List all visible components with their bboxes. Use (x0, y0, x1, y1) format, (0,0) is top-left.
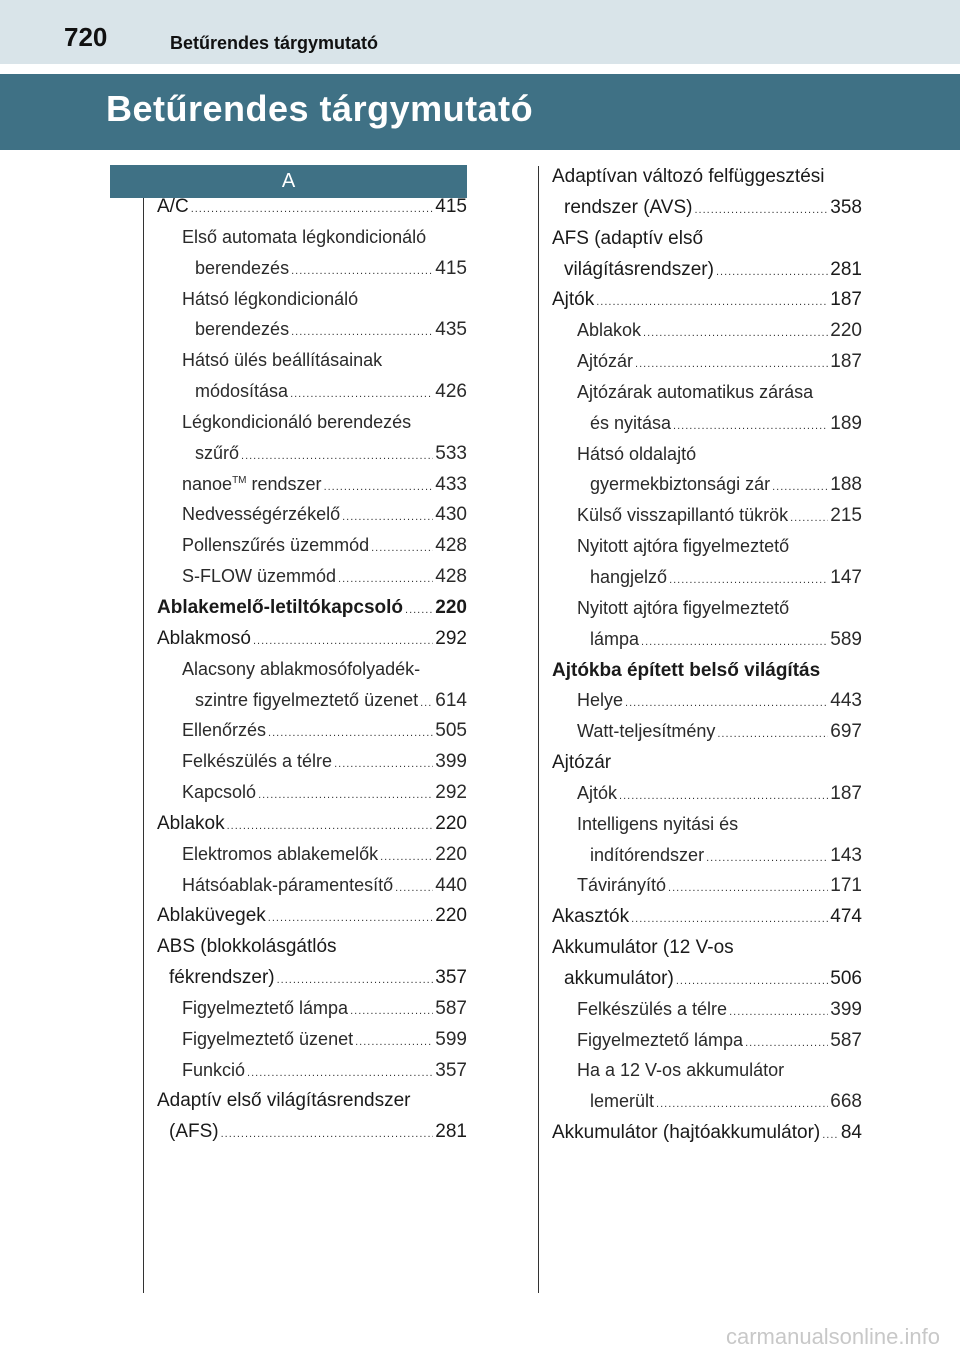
leader-dots (291, 326, 433, 338)
index-entry (552, 752, 862, 783)
index-entry-label: Figyelmeztető lámpa (182, 997, 349, 1018)
page-reference[interactable]: 358 (830, 196, 862, 218)
leader-dots (772, 481, 828, 493)
page-reference[interactable]: 220 (830, 320, 862, 342)
index-entry-label: Felkészülés a télre (182, 751, 333, 772)
page-reference[interactable]: 505 (435, 720, 467, 742)
leader-dots (247, 1067, 433, 1079)
page-reference[interactable]: 697 (830, 721, 862, 743)
index-entry-label: Külső visszapillantó tükrök (577, 505, 789, 526)
index-entry (157, 844, 467, 875)
leader-dots (631, 913, 828, 925)
index-entry (552, 166, 862, 197)
index-entry (552, 505, 862, 536)
leader-dots (635, 358, 828, 370)
index-entry (552, 567, 862, 598)
index-entry-label: Ablaküvegek (157, 905, 266, 927)
index-entry-label: Elektromos ablakemelők (182, 843, 379, 864)
page-reference[interactable]: 292 (435, 782, 467, 804)
page-reference[interactable]: 668 (830, 1091, 862, 1113)
index-entry (157, 1029, 467, 1060)
column-rule-right (538, 166, 539, 1293)
page-reference[interactable]: 428 (435, 566, 467, 588)
index-entry (552, 1122, 862, 1153)
index-entry (552, 351, 862, 382)
index-entry (552, 1091, 862, 1122)
index-entry-label: gyermekbiztonsági zár (590, 474, 771, 495)
leader-dots (694, 204, 828, 216)
index-entry (157, 690, 467, 721)
index-entry (157, 535, 467, 566)
leader-dots (643, 327, 828, 339)
page-reference[interactable]: 506 (830, 967, 862, 989)
leader-dots (350, 1005, 433, 1017)
index-entry-label: Ajtózár (552, 752, 612, 774)
leader-dots (790, 512, 828, 524)
leader-dots (227, 820, 434, 832)
index-entry-label: szintre figyelmeztető üzenet (195, 689, 419, 710)
index-entry-label: berendezés (195, 319, 290, 340)
page-reference[interactable]: 435 (435, 319, 467, 341)
index-entry (157, 1090, 467, 1121)
index-entry (552, 474, 862, 505)
index-entry (157, 566, 467, 597)
index-entry (552, 289, 862, 320)
page-reference[interactable]: 474 (830, 906, 862, 928)
page-reference[interactable]: 440 (435, 874, 467, 896)
leader-dots (656, 1098, 828, 1110)
leader-dots (291, 265, 433, 277)
running-title: Betűrendes tárgymutató (170, 33, 379, 53)
page-reference[interactable]: 147 (830, 566, 862, 588)
index-entry (157, 936, 467, 967)
page-reference[interactable]: 187 (830, 289, 862, 311)
leader-dots (191, 203, 434, 215)
index-entry-label: Ellenőrzés (182, 720, 267, 741)
leader-dots (668, 882, 828, 894)
index-entry-label: lámpa (590, 628, 640, 649)
leader-dots (355, 1036, 433, 1048)
page-reference[interactable]: 614 (435, 689, 467, 711)
index-entry-label: hangjelző (590, 566, 668, 587)
page-reference[interactable]: 426 (435, 381, 467, 403)
index-entry-label: Légkondicionáló berendezés (182, 411, 412, 432)
page-title: Betűrendes tárgymutató (106, 88, 534, 129)
leader-dots (334, 758, 433, 770)
index-entry (157, 998, 467, 1029)
leader-dots (641, 636, 828, 648)
index-entry-label: Hátsó ülés beállításainak (182, 350, 383, 371)
index-entry-label: Ajtók (552, 289, 595, 311)
index-entry-label: Figyelmeztető üzenet (182, 1028, 354, 1049)
index-entry (157, 412, 467, 443)
section-letter-bar: A (110, 165, 467, 198)
index-entry-label: Adaptívan változó felfüggesztési (552, 166, 825, 187)
index-entry (552, 1030, 862, 1061)
index-entry (157, 967, 467, 998)
index-entry-label: Figyelmeztető lámpa (577, 1029, 744, 1050)
leader-dots (596, 296, 828, 308)
index-entry-label: akkumulátor) (564, 967, 674, 989)
index-entry-label: Akasztók (552, 906, 630, 928)
page-reference[interactable]: 599 (435, 1028, 467, 1050)
index-entry-label: berendezés (195, 257, 290, 278)
page-reference[interactable]: 220 (435, 905, 467, 927)
leader-dots (717, 728, 828, 740)
leader-dots (395, 882, 433, 894)
index-entry-label: Akkumulátor (hajtóakkumulátor) (552, 1122, 821, 1144)
index-entry-label: Nyitott ajtóra figyelmeztető (577, 536, 790, 557)
top-header-bar (0, 0, 960, 64)
index-entry-label: Funkció (182, 1059, 246, 1080)
page-reference[interactable]: 433 (435, 473, 467, 495)
index-entry (157, 258, 467, 289)
index-entry (157, 1060, 467, 1091)
index-entry-label: Alacsony ablakmosófolyadék- (182, 658, 421, 679)
page-reference[interactable]: 281 (435, 1121, 467, 1143)
index-entry-label: Ajtózár (577, 351, 634, 372)
index-entry-label: rendszer (AVS) (564, 196, 693, 218)
leader-dots (324, 481, 434, 493)
index-entry (157, 813, 467, 844)
index-entry-label: Watt-teljesítmény (577, 721, 716, 742)
index-entry-label: nanoe™ rendszer (182, 473, 322, 494)
index-entry-label: Felkészülés a télre (577, 998, 728, 1019)
index-entry (157, 782, 467, 813)
page-reference[interactable]: 533 (435, 442, 467, 464)
index-entry-label: Nyitott ajtóra figyelmeztető (577, 597, 790, 618)
index-entry (552, 1060, 862, 1091)
index-entry-label: Adaptív első világításrendszer (157, 1090, 411, 1112)
index-entry (157, 751, 467, 782)
leader-dots (745, 1037, 828, 1049)
column-rule-left (143, 198, 144, 1293)
index-entry (552, 814, 862, 845)
index-entry-label: indítórendszer (590, 844, 705, 865)
index-entry (552, 906, 862, 937)
index-entry-label: Intelligens nyitási és (577, 813, 739, 834)
index-entry-label: (AFS) (169, 1121, 219, 1143)
page-reference[interactable]: 587 (830, 1029, 862, 1051)
index-entry (157, 905, 467, 936)
page-reference[interactable]: 415 (435, 196, 467, 217)
leader-dots (380, 851, 433, 863)
index-entry-label: fékrendszer) (169, 967, 275, 989)
index-entry-label: Távirányító (577, 875, 667, 896)
index-entry-label: világításrendszer) (564, 258, 714, 280)
leader-dots (716, 266, 828, 278)
page-reference[interactable]: 143 (830, 844, 862, 866)
page-reference[interactable]: 430 (435, 504, 467, 526)
index-entry (157, 289, 467, 320)
page-reference[interactable]: 188 (830, 474, 862, 496)
index-entry (552, 413, 862, 444)
page-reference[interactable]: 189 (830, 412, 862, 434)
index-entry (157, 659, 467, 690)
index-entry-label: Kapcsoló (182, 782, 257, 803)
index-entry (552, 999, 862, 1030)
index-entry (157, 196, 467, 227)
index-entry (552, 783, 862, 814)
page-reference[interactable]: 84 (840, 1122, 862, 1144)
leader-dots (729, 1006, 828, 1018)
leader-dots (338, 573, 433, 585)
page-reference[interactable]: 220 (435, 843, 467, 865)
leader-dots (277, 974, 434, 986)
index-entry (157, 720, 467, 751)
index-entry (157, 443, 467, 474)
index-entry (157, 504, 467, 535)
index-entry (157, 381, 467, 412)
leader-dots (221, 1128, 434, 1140)
page-reference[interactable]: 187 (830, 782, 862, 804)
index-entry (552, 721, 862, 752)
index-entry-label: Ablakemelő-letiltókapcsoló (157, 596, 404, 618)
index-entry-label: Nedvességérzékelő (182, 504, 341, 525)
leader-dots (268, 912, 434, 924)
leader-dots (405, 604, 433, 616)
index-entry-label: Ablakok (157, 812, 225, 834)
index-entry-label: A/C (157, 196, 189, 217)
index-entry (552, 937, 862, 968)
page-reference[interactable]: 292 (435, 627, 467, 649)
page-reference[interactable]: 428 (435, 535, 467, 557)
leader-dots (676, 975, 828, 987)
leader-dots (258, 789, 433, 801)
index-entry-label: módosítása (195, 381, 289, 402)
index-entry (552, 660, 862, 691)
page-reference[interactable]: 399 (830, 998, 862, 1020)
index-column-left (157, 196, 467, 1152)
index-column-right (552, 166, 862, 1153)
page-number: 720 (64, 22, 108, 52)
index-entry (552, 444, 862, 475)
page-reference[interactable]: 215 (830, 505, 862, 527)
index-entry (157, 875, 467, 906)
leader-dots (619, 790, 828, 802)
leader-dots (253, 635, 433, 647)
page-reference[interactable]: 281 (830, 258, 862, 280)
index-entry (552, 197, 862, 228)
index-entry-label: Hátsó oldalajtó (577, 443, 697, 464)
index-entry-label: Ablakmosó (157, 627, 251, 649)
index-entry-label: Ajtókba épített belső világítás (552, 659, 821, 681)
index-entry (157, 227, 467, 258)
leader-dots (241, 450, 433, 462)
index-entry-label: S-FLOW üzemmód (182, 566, 337, 587)
page-reference[interactable]: 587 (435, 997, 467, 1019)
index-entry-label: Ablakok (577, 320, 642, 341)
index-entry (552, 320, 862, 351)
leader-dots (268, 727, 433, 739)
leader-dots (625, 697, 828, 709)
leader-dots (420, 697, 433, 709)
index-entry (552, 845, 862, 876)
leader-dots (342, 511, 433, 523)
page-reference[interactable]: 589 (830, 628, 862, 650)
leader-dots (371, 542, 433, 554)
index-entry-label: Első automata légkondicionáló (182, 226, 427, 247)
page-reference[interactable]: 187 (830, 351, 862, 373)
page-reference[interactable]: 357 (435, 1059, 467, 1081)
index-entry (552, 382, 862, 413)
index-entry (552, 968, 862, 999)
page-reference[interactable]: 220 (435, 596, 467, 618)
index-entry (157, 628, 467, 659)
index-entry-label: szűrő (195, 442, 240, 463)
index-entry-label: Akkumulátor (12 V-os (552, 937, 734, 959)
leader-dots (673, 420, 828, 432)
leader-dots (822, 1129, 839, 1141)
index-entry (157, 350, 467, 381)
index-entry (552, 536, 862, 567)
index-entry (552, 629, 862, 660)
page-reference[interactable]: 220 (435, 812, 467, 834)
page-reference[interactable]: 399 (435, 751, 467, 773)
index-entry-label: lemerült (590, 1091, 655, 1112)
index-entry (552, 598, 862, 629)
page-reference[interactable]: 415 (435, 257, 467, 279)
index-entry-label: Pollenszűrés üzemmód (182, 535, 370, 556)
index-entry-label: Hátsóablak-páramentesítő (182, 874, 394, 895)
leader-dots (706, 852, 828, 864)
page-reference[interactable]: 357 (435, 967, 467, 989)
index-entry-label: Hátsó légkondicionáló (182, 288, 359, 309)
page-reference[interactable]: 171 (830, 875, 862, 897)
index-entry-label: Ajtózárak automatikus zárása (577, 381, 814, 402)
watermark: carmanualsonline.info (725, 1324, 940, 1349)
page-reference[interactable]: 443 (830, 690, 862, 712)
index-entry (552, 690, 862, 721)
index-entry (157, 597, 467, 628)
leader-dots (290, 388, 433, 400)
index-entry (552, 875, 862, 906)
index-entry (157, 1121, 467, 1152)
index-entry-label: Ha a 12 V-os akkumulátor (577, 1060, 785, 1081)
index-entry-label: ABS (blokkolásgátlós (157, 936, 337, 958)
index-entry-label: AFS (adaptív első (552, 227, 704, 249)
index-entry (552, 228, 862, 259)
index-entry-label: Ajtók (577, 782, 618, 803)
index-entry-label: Helye (577, 690, 624, 711)
leader-dots (669, 574, 828, 586)
index-entry-label: és nyitása (590, 412, 672, 433)
index-entry (552, 259, 862, 290)
index-entry (157, 474, 467, 505)
index-entry (157, 319, 467, 350)
